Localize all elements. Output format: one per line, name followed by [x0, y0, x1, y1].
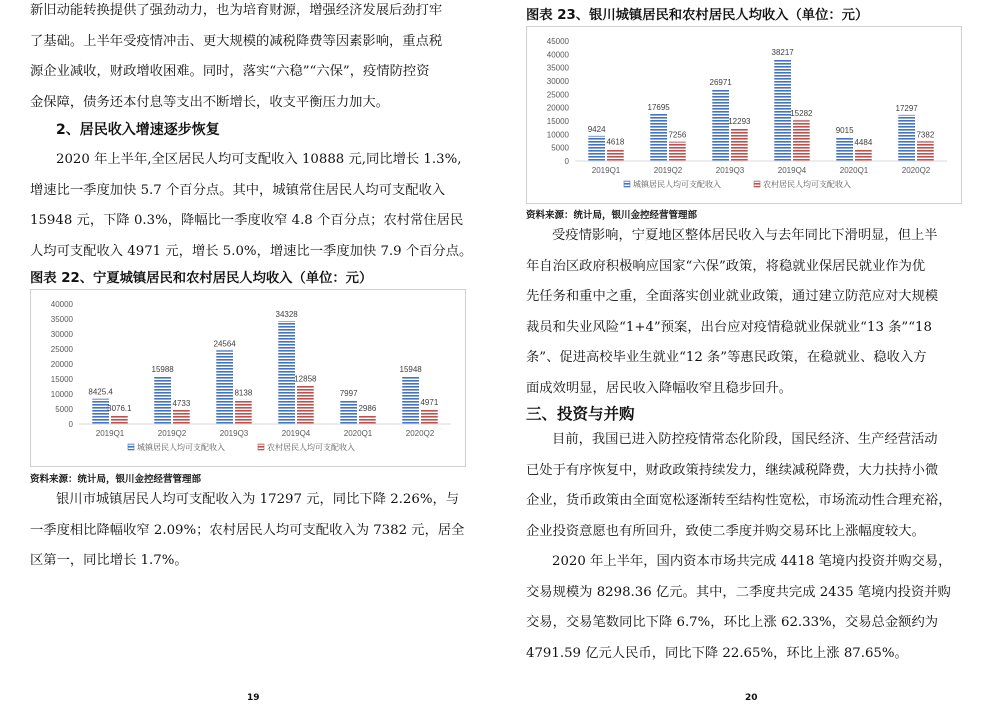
text-line: 增速比一季度加快 5.7 个百分点。其中，城镇常住居民人均可支配收入 — [30, 182, 446, 198]
legend-label: 农村居民人均可支配收入 — [763, 180, 851, 189]
x-tick-label: 2019Q1 — [95, 429, 125, 438]
legend-label: 城镇居民人均可支配收入 — [137, 443, 225, 452]
x-tick-label: 2019Q4 — [777, 166, 807, 175]
paragraph-yinchuan — [30, 485, 478, 577]
figure-23-title: 图表 23、银川城镇居民和农村居民人均收入（单位：元） — [526, 8, 869, 23]
y-tick-label: 40000 — [546, 50, 569, 60]
y-tick-label: 45000 — [546, 37, 569, 46]
paragraph-employment — [526, 221, 974, 404]
bar-rural — [669, 142, 686, 161]
bar-rural — [111, 415, 128, 424]
y-tick-label: 10000 — [50, 390, 73, 399]
x-tick-label: 2020Q1 — [839, 166, 869, 175]
data-label: 8425.4 — [88, 387, 113, 397]
text-line: 15948 元，下降 0.3%，降幅比一季度收窄 4.8 个百分点；农村常住居民 — [30, 213, 464, 228]
bar-urban — [216, 350, 233, 424]
x-tick-label: 2019Q3 — [219, 429, 249, 438]
text-line: 4791.59 亿元人民币，同比下降 22.65%，环比上涨 87.65%。 — [526, 645, 908, 661]
data-label: 2986 — [358, 404, 377, 414]
page-number: 19 — [247, 693, 260, 703]
y-tick-label: 15000 — [50, 375, 73, 384]
x-tick-label: 2019Q3 — [715, 166, 745, 175]
y-tick-label: 25000 — [50, 345, 73, 354]
bar-rural — [297, 385, 314, 424]
data-label: 7997 — [339, 389, 358, 399]
legend-label: 农村居民人均可支配收入 — [267, 443, 355, 452]
page-number: 20 — [745, 693, 758, 703]
data-label: 12858 — [294, 374, 317, 384]
paragraph-income — [30, 145, 478, 267]
data-label: 4484 — [854, 138, 873, 148]
figure-23-source: 资料来源：统计局，银川金控经营管理部 — [526, 210, 698, 221]
y-tick-label: 20000 — [50, 360, 73, 369]
bar-rural — [793, 120, 810, 161]
data-label: 9424 — [587, 124, 606, 134]
data-label: 3076.1 — [107, 403, 132, 413]
bar-urban — [340, 400, 357, 424]
legend-swatch — [624, 181, 630, 187]
data-label: 15948 — [399, 365, 422, 375]
data-label: 4733 — [172, 398, 191, 408]
x-tick-label: 2019Q1 — [591, 166, 621, 175]
page-20 — [500, 0, 1000, 708]
data-label: 15282 — [790, 109, 813, 119]
text-line: 目前，我国已进入防控疫情常态化阶段，国民经济、生产经营活动 — [552, 432, 938, 447]
legend-swatch — [754, 181, 760, 187]
bar-urban — [588, 136, 605, 161]
text-line: 新旧动能转换提供了强劲动力，也为培育财源，增强经济发展后劲打牢 — [30, 3, 443, 18]
bar-rural — [917, 141, 934, 161]
bar-rural — [235, 400, 252, 424]
bar-urban — [402, 376, 419, 424]
text-line: 2020 年上半年，国内资本市场共完成 4418 笔境内投资并购交易， — [552, 554, 952, 569]
text-line: 源企业减收，财政增收困难。同时，落实“六稳”“六保”，疫情防控资 — [30, 64, 430, 79]
text-line: 已处于有序恢复中，财政政策持续发力，继续减税降费，大力扶持小微 — [526, 462, 939, 478]
bar-urban — [154, 376, 171, 424]
legend-swatch — [128, 444, 134, 450]
figure-22-chart-frame — [30, 289, 466, 467]
bar-urban — [898, 115, 915, 161]
data-label: 9015 — [835, 125, 854, 135]
text-line: 裁员和失业风险“1+4”预案，出台应对疫情稳就业保就业“13 条”“18 — [526, 319, 932, 335]
bar-urban — [836, 137, 853, 161]
bar-urban — [650, 114, 667, 161]
paragraph-investment — [526, 425, 974, 547]
bar-rural — [731, 128, 748, 161]
y-tick-label: 10000 — [546, 130, 569, 140]
y-tick-label: 25000 — [546, 90, 569, 100]
text-line: 银川市城镇居民人均可支配收入为 17297 元，同比下降 2.26%，与 — [56, 492, 460, 507]
data-label: 26971 — [709, 78, 732, 88]
data-label: 17297 — [895, 103, 918, 113]
figure-23-chart-frame — [526, 26, 962, 204]
text-line: 企业，货币政策由全面宽松逐渐转至结构性宽松，市场流动性合理充裕， — [526, 493, 952, 508]
data-label: 34328 — [275, 310, 298, 320]
text-line: 区第一，同比增长 1.7%。 — [30, 553, 188, 568]
data-label: 24564 — [213, 339, 236, 349]
data-label: 4618 — [606, 137, 625, 147]
bar-rural — [607, 149, 624, 161]
x-tick-label: 2020Q1 — [343, 429, 373, 438]
x-tick-label: 2019Q2 — [653, 166, 683, 175]
text-line: 交易，交易笔数同比下降 6.7%，环比上涨 62.33%，交易总金额约为 — [526, 615, 939, 630]
x-tick-label: 2019Q2 — [157, 429, 187, 438]
text-line: 年自治区政府积极响应国家“六保”政策，将稳就业保居民就业作为优 — [526, 258, 926, 274]
x-tick-label: 2020Q2 — [901, 166, 931, 175]
legend-swatch — [258, 444, 264, 450]
text-line: 企业投资意愿也有所回升，致使二季度并购交易环比上涨幅度较大。 — [526, 523, 925, 539]
text-line: 先任务和重中之重，全面落实创业就业政策，通过建立防范应对大规模 — [526, 289, 939, 304]
x-tick-label: 2019Q4 — [281, 429, 311, 438]
bar-urban — [774, 59, 791, 161]
y-tick-label: 5000 — [551, 143, 569, 153]
text-line: 交易规模为 8298.36 亿元。其中，二季度共完成 2435 笔境内投资并购 — [526, 584, 951, 600]
bar-rural — [421, 409, 438, 424]
bar-urban — [712, 89, 729, 161]
figure-22-chart — [31, 290, 465, 466]
y-tick-label: 30000 — [50, 330, 73, 339]
figure-22-source: 资料来源：统计局，银川金控经营管理部 — [30, 474, 202, 485]
x-tick-label: 2020Q2 — [405, 429, 435, 438]
y-tick-label: 15000 — [546, 117, 569, 126]
text-line: 金保障，债务还本付息等支出不断增长，收支平衡压力加大。 — [30, 94, 390, 110]
data-label: 4971 — [420, 398, 439, 408]
y-tick-label: 30000 — [546, 77, 569, 86]
y-tick-label: 35000 — [50, 315, 73, 324]
data-label: 38217 — [771, 48, 794, 58]
figure-22-title: 图表 22、宁夏城镇居民和农村居民人均收入（单位：元） — [30, 271, 373, 286]
y-tick-label: 0 — [68, 420, 73, 429]
bar-rural — [359, 415, 376, 424]
data-label: 7382 — [916, 130, 935, 140]
text-line: 2020 年上半年,全区居民人均可支配收入 10888 元,同比增长 1.3%, — [56, 152, 462, 167]
legend-label: 城镇居民人均可支配收入 — [633, 180, 721, 189]
data-label: 8138 — [234, 388, 253, 398]
text-line: 面成效明显，居民收入降幅收窄且稳步回升。 — [526, 380, 792, 396]
y-tick-label: 5000 — [55, 405, 73, 414]
y-tick-label: 35000 — [546, 63, 569, 73]
bar-rural — [173, 410, 190, 424]
y-tick-label: 20000 — [546, 103, 569, 113]
figure-23-chart — [527, 27, 961, 203]
y-tick-label: 0 — [564, 157, 569, 166]
paragraph-mna — [526, 547, 974, 669]
y-tick-label: 40000 — [50, 300, 73, 309]
section-heading-investment: 三、投资与并购 — [526, 405, 635, 423]
text-line: 人均可支配收入 4971 元，增长 5.0%，增速比一季度加快 7.9 个百分点。 — [30, 243, 473, 259]
bar-urban — [278, 321, 295, 424]
data-label: 17695 — [647, 102, 670, 112]
section-heading-income: 2、居民收入增速逐步恢复 — [56, 122, 220, 138]
paragraph-fiscal — [30, 0, 478, 118]
bar-rural — [855, 149, 872, 161]
text-line: 条”、促进高校毕业生就业“12 条”等惠民政策，在稳就业、稳收入方 — [526, 350, 927, 365]
data-label: 12293 — [728, 117, 751, 127]
data-label: 15988 — [151, 365, 174, 375]
text-line: 了基础。上半年受疫情冲击、更大规模的减税降费等因素影响，重点税 — [30, 33, 443, 49]
data-label: 7256 — [668, 130, 687, 140]
text-line: 受疫情影响，宁夏地区整体居民收入与去年同比下滑明显，但上半 — [552, 228, 938, 243]
text-line: 一季度相比降幅收窄 2.09%；农村居民人均可支配收入为 7382 元，居全 — [30, 522, 465, 538]
